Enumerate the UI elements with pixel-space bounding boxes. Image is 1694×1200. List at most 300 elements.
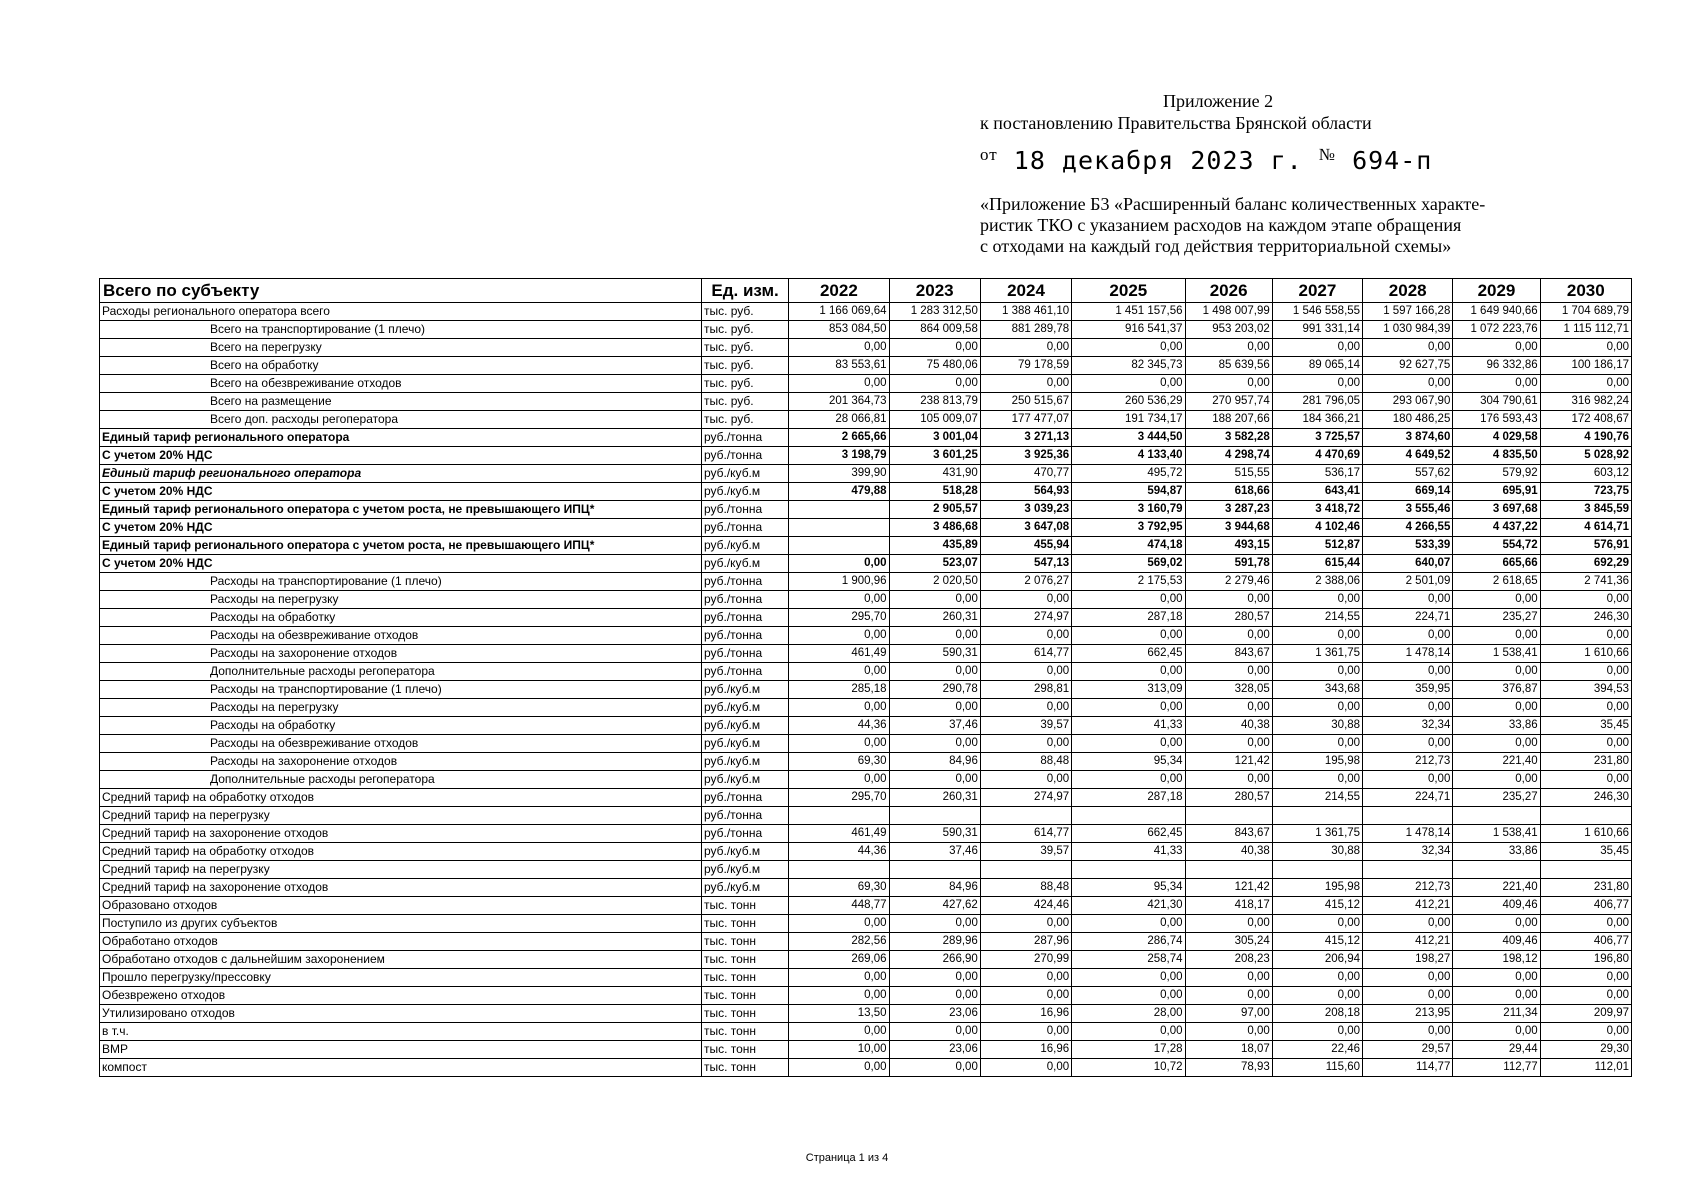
value-cell: 0,00: [1072, 339, 1185, 357]
row-unit: руб./тонна: [701, 789, 788, 807]
value-cell: 564,93: [980, 483, 1071, 501]
value-cell: 0,00: [789, 627, 889, 645]
value-cell: 89 065,14: [1272, 357, 1362, 375]
value-cell: 448,77: [789, 897, 889, 915]
value-cell: 39,57: [980, 717, 1071, 735]
value-cell: 843,67: [1185, 825, 1272, 843]
appendix-description-line: ристик ТКО с указанием расходов на каждом этапе обращения: [980, 215, 1462, 235]
value-cell: 0,00: [889, 699, 980, 717]
value-cell: 231,80: [1540, 879, 1631, 897]
value-cell: 88,48: [980, 753, 1071, 771]
value-cell: 412,21: [1363, 933, 1453, 951]
value-cell: 0,00: [1072, 1023, 1185, 1041]
value-cell: 0,00: [1185, 915, 1272, 933]
row-label: в т.ч.: [100, 1023, 702, 1041]
value-cell: 40,38: [1185, 717, 1272, 735]
row-unit: руб./куб.м: [701, 717, 788, 735]
value-cell: 0,00: [1540, 627, 1631, 645]
row-unit: руб./тонна: [701, 645, 788, 663]
value-cell: 214,55: [1272, 609, 1362, 627]
row-label: Всего доп. расходы регоператора: [100, 411, 702, 429]
value-cell: 92 627,75: [1363, 357, 1453, 375]
row-unit: руб./тонна: [701, 573, 788, 591]
value-cell: 41,33: [1072, 843, 1185, 861]
value-cell: 1 115 112,71: [1540, 321, 1631, 339]
value-cell: 285,18: [789, 681, 889, 699]
value-cell: 0,00: [789, 339, 889, 357]
value-cell: 695,91: [1453, 483, 1540, 501]
table-row: [100, 627, 1632, 645]
value-cell: 82 345,73: [1072, 357, 1185, 375]
value-cell: 221,40: [1453, 879, 1540, 897]
value-cell: 3 444,50: [1072, 429, 1185, 447]
value-cell: 431,90: [889, 465, 980, 483]
value-cell: 953 203,02: [1185, 321, 1272, 339]
value-cell: 84,96: [889, 879, 980, 897]
value-cell: 28 066,81: [789, 411, 889, 429]
row-label: Расходы на захоронение отходов: [100, 645, 702, 663]
table-title: Всего по субъекту: [100, 279, 702, 303]
row-label: Расходы на обезвреживание отходов: [100, 627, 702, 645]
value-cell: 0,00: [789, 735, 889, 753]
value-cell: 0,00: [1453, 1023, 1540, 1041]
value-cell: 0,00: [1453, 771, 1540, 789]
value-cell: 224,71: [1363, 789, 1453, 807]
value-cell: 495,72: [1072, 465, 1185, 483]
value-cell: 0,00: [1453, 915, 1540, 933]
value-cell: 424,46: [980, 897, 1071, 915]
value-cell: 554,72: [1453, 537, 1540, 555]
value-cell: 286,74: [1072, 933, 1185, 951]
year-header: 2026: [1185, 279, 1272, 303]
row-unit: руб./куб.м: [701, 537, 788, 555]
value-cell: 95,34: [1072, 879, 1185, 897]
value-cell: 16,96: [980, 1041, 1071, 1059]
value-cell: 0,00: [889, 375, 980, 393]
value-cell: 0,00: [1072, 969, 1185, 987]
table-row: [100, 663, 1632, 681]
value-cell: [789, 807, 889, 825]
value-cell: [789, 861, 889, 879]
row-label: Расходы на перегрузку: [100, 591, 702, 609]
table-row: [100, 393, 1632, 411]
row-unit: руб./куб.м: [701, 465, 788, 483]
table-row: [100, 447, 1632, 465]
table-row: [100, 1041, 1632, 1059]
value-cell: 0,00: [889, 735, 980, 753]
row-label: Всего на обезвреживание отходов: [100, 375, 702, 393]
value-cell: 0,00: [980, 591, 1071, 609]
value-cell: 0,00: [980, 375, 1071, 393]
balance-table: [99, 278, 1632, 1077]
row-unit: руб./куб.м: [701, 861, 788, 879]
row-label: Средний тариф на перегрузку: [100, 807, 702, 825]
value-cell: 399,90: [789, 465, 889, 483]
value-cell: 0,00: [1185, 969, 1272, 987]
value-cell: 1 166 069,64: [789, 303, 889, 321]
value-cell: 394,53: [1540, 681, 1631, 699]
value-cell: 0,00: [1540, 969, 1631, 987]
value-cell: 85 639,56: [1185, 357, 1272, 375]
value-cell: 0,00: [1272, 735, 1362, 753]
table-row: [100, 645, 1632, 663]
row-unit: руб./тонна: [701, 447, 788, 465]
value-cell: 3 418,72: [1272, 501, 1362, 519]
value-cell: 4 266,55: [1363, 519, 1453, 537]
value-cell: 280,57: [1185, 609, 1272, 627]
value-cell: 270,99: [980, 951, 1071, 969]
value-cell: 2 076,27: [980, 573, 1071, 591]
value-cell: 266,90: [889, 951, 980, 969]
value-cell: 114,77: [1363, 1059, 1453, 1077]
value-cell: [1072, 807, 1185, 825]
value-cell: 3 697,68: [1453, 501, 1540, 519]
value-cell: 864 009,58: [889, 321, 980, 339]
value-cell: 3 582,28: [1185, 429, 1272, 447]
value-cell: 235,27: [1453, 609, 1540, 627]
value-cell: 343,68: [1272, 681, 1362, 699]
value-cell: 415,12: [1272, 933, 1362, 951]
value-cell: 22,46: [1272, 1041, 1362, 1059]
value-cell: 177 477,07: [980, 411, 1071, 429]
value-cell: 590,31: [889, 645, 980, 663]
value-cell: 409,46: [1453, 897, 1540, 915]
table-row: [100, 483, 1632, 501]
value-cell: 3 001,04: [889, 429, 980, 447]
value-cell: 0,00: [1072, 915, 1185, 933]
value-cell: 594,87: [1072, 483, 1185, 501]
row-unit: тыс. руб.: [701, 411, 788, 429]
value-cell: 198,12: [1453, 951, 1540, 969]
table-row: [100, 537, 1632, 555]
row-label: Единый тариф регионального оператора с учетом роста, не превышающего ИПЦ*: [100, 537, 702, 555]
value-cell: 1 704 689,79: [1540, 303, 1631, 321]
row-label: Расходы регионального оператора всего: [100, 303, 702, 321]
row-unit: тыс. тонн: [701, 1059, 788, 1077]
value-cell: 0,00: [1185, 375, 1272, 393]
value-cell: 0,00: [1272, 627, 1362, 645]
value-cell: 206,94: [1272, 951, 1362, 969]
value-cell: 13,50: [789, 1005, 889, 1023]
value-cell: 29,57: [1363, 1041, 1453, 1059]
value-cell: [1540, 861, 1631, 879]
table-body: [100, 303, 1632, 1077]
table-row: [100, 717, 1632, 735]
resolution-date-number: [980, 136, 1640, 180]
value-cell: 10,72: [1072, 1059, 1185, 1077]
row-unit: руб./тонна: [701, 627, 788, 645]
row-unit: тыс. руб.: [701, 393, 788, 411]
value-cell: 461,49: [789, 825, 889, 843]
value-cell: 418,17: [1185, 897, 1272, 915]
row-label: ВМР: [100, 1041, 702, 1059]
value-cell: 2 741,36: [1540, 573, 1631, 591]
value-cell: 2 905,57: [889, 501, 980, 519]
row-label: компост: [100, 1059, 702, 1077]
value-cell: 0,00: [889, 771, 980, 789]
resolution-date: 18 декабря 2023 г.: [1013, 146, 1303, 175]
value-cell: 0,00: [1072, 627, 1185, 645]
row-unit: руб./тонна: [701, 825, 788, 843]
value-cell: 213,95: [1363, 1005, 1453, 1023]
value-cell: 0,00: [789, 555, 889, 573]
table-row: [100, 375, 1632, 393]
value-cell: 198,27: [1363, 951, 1453, 969]
value-cell: 0,00: [1540, 915, 1631, 933]
row-unit: тыс. тонн: [701, 951, 788, 969]
value-cell: 3 271,13: [980, 429, 1071, 447]
value-cell: 287,96: [980, 933, 1071, 951]
value-cell: [1363, 861, 1453, 879]
value-cell: 39,57: [980, 843, 1071, 861]
date-prefix: от: [980, 145, 998, 164]
value-cell: 455,94: [980, 537, 1071, 555]
value-cell: 270 957,74: [1185, 393, 1272, 411]
value-cell: 0,00: [1540, 987, 1631, 1005]
value-cell: 3 039,23: [980, 501, 1071, 519]
value-cell: 4 133,40: [1072, 447, 1185, 465]
value-cell: 643,41: [1272, 483, 1362, 501]
row-unit: руб./куб.м: [701, 681, 788, 699]
value-cell: 3 874,60: [1363, 429, 1453, 447]
value-cell: 3 944,68: [1185, 519, 1272, 537]
value-cell: 435,89: [889, 537, 980, 555]
value-cell: 35,45: [1540, 717, 1631, 735]
value-cell: 172 408,67: [1540, 411, 1631, 429]
row-label: Единый тариф регионального оператора: [100, 465, 702, 483]
value-cell: 640,07: [1363, 555, 1453, 573]
table-row: [100, 789, 1632, 807]
appendix-description-line: «Приложение Б3 «Расширенный баланс количественных характе-: [980, 194, 1486, 214]
value-cell: 121,42: [1185, 879, 1272, 897]
value-cell: 88,48: [980, 879, 1071, 897]
table-row: [100, 825, 1632, 843]
value-cell: 3 160,79: [1072, 501, 1185, 519]
value-cell: 1 361,75: [1272, 645, 1362, 663]
table-row: [100, 807, 1632, 825]
value-cell: 2 175,53: [1072, 573, 1185, 591]
value-cell: 0,00: [980, 735, 1071, 753]
value-cell: 0,00: [789, 771, 889, 789]
value-cell: 0,00: [789, 969, 889, 987]
value-cell: 282,56: [789, 933, 889, 951]
value-cell: 0,00: [889, 339, 980, 357]
value-cell: 287,18: [1072, 789, 1185, 807]
value-cell: 3 725,57: [1272, 429, 1362, 447]
value-cell: 1 597 166,28: [1363, 303, 1453, 321]
value-cell: 406,77: [1540, 933, 1631, 951]
table-row: [100, 753, 1632, 771]
value-cell: [980, 807, 1071, 825]
table-row: [100, 573, 1632, 591]
value-cell: 0,00: [1185, 771, 1272, 789]
table-row: [100, 411, 1632, 429]
value-cell: [1272, 807, 1362, 825]
resolution-number: 694-п: [1352, 146, 1433, 175]
value-cell: 3 925,36: [980, 447, 1071, 465]
table-row: [100, 681, 1632, 699]
value-cell: 0,00: [889, 969, 980, 987]
value-cell: 0,00: [1272, 771, 1362, 789]
value-cell: 0,00: [1453, 969, 1540, 987]
appendix-description: [980, 194, 1640, 257]
row-label: С учетом 20% НДС: [100, 483, 702, 501]
value-cell: 569,02: [1072, 555, 1185, 573]
table-row: [100, 987, 1632, 1005]
value-cell: 260,31: [889, 789, 980, 807]
value-cell: 0,00: [1185, 339, 1272, 357]
value-cell: 0,00: [1363, 627, 1453, 645]
value-cell: 0,00: [1272, 915, 1362, 933]
value-cell: 260,31: [889, 609, 980, 627]
value-cell: 250 515,67: [980, 393, 1071, 411]
value-cell: 37,46: [889, 717, 980, 735]
value-cell: 188 207,66: [1185, 411, 1272, 429]
value-cell: [1185, 861, 1272, 879]
row-label: Расходы на перегрузку: [100, 699, 702, 717]
value-cell: 293 067,90: [1363, 393, 1453, 411]
row-label: Образовано отходов: [100, 897, 702, 915]
value-cell: [889, 807, 980, 825]
value-cell: 0,00: [1272, 591, 1362, 609]
value-cell: 69,30: [789, 753, 889, 771]
row-unit: руб./куб.м: [701, 483, 788, 501]
value-cell: 69,30: [789, 879, 889, 897]
value-cell: 0,00: [889, 591, 980, 609]
value-cell: 0,00: [1185, 699, 1272, 717]
value-cell: 201 364,73: [789, 393, 889, 411]
value-cell: 112,01: [1540, 1059, 1631, 1077]
value-cell: 0,00: [1453, 663, 1540, 681]
value-cell: 3 555,46: [1363, 501, 1453, 519]
value-cell: 474,18: [1072, 537, 1185, 555]
value-cell: 916 541,37: [1072, 321, 1185, 339]
value-cell: 0,00: [1272, 699, 1362, 717]
value-cell: 881 289,78: [980, 321, 1071, 339]
value-cell: 518,28: [889, 483, 980, 501]
value-cell: 1 538,41: [1453, 645, 1540, 663]
value-cell: 493,15: [1185, 537, 1272, 555]
table-row: [100, 303, 1632, 321]
value-cell: 221,40: [1453, 753, 1540, 771]
value-cell: 224,71: [1363, 609, 1453, 627]
value-cell: 191 734,17: [1072, 411, 1185, 429]
value-cell: 0,00: [1272, 969, 1362, 987]
row-label: Единый тариф регионального оператора с учетом роста, не превышающего ИПЦ*: [100, 501, 702, 519]
value-cell: 18,07: [1185, 1041, 1272, 1059]
table-row: [100, 555, 1632, 573]
table-row: [100, 969, 1632, 987]
row-unit: руб./куб.м: [701, 555, 788, 573]
value-cell: 41,33: [1072, 717, 1185, 735]
row-unit: тыс. тонн: [701, 915, 788, 933]
value-cell: 0,00: [980, 627, 1071, 645]
value-cell: 1 610,66: [1540, 645, 1631, 663]
row-unit: тыс. тонн: [701, 1005, 788, 1023]
value-cell: 295,70: [789, 609, 889, 627]
value-cell: 84,96: [889, 753, 980, 771]
value-cell: 4 029,58: [1453, 429, 1540, 447]
value-cell: 376,87: [1453, 681, 1540, 699]
value-cell: 1 030 984,39: [1363, 321, 1453, 339]
value-cell: 0,00: [1185, 735, 1272, 753]
row-label: С учетом 20% НДС: [100, 555, 702, 573]
value-cell: 0,00: [1072, 591, 1185, 609]
row-label: Расходы на транспортирование (1 плечо): [100, 573, 702, 591]
row-unit: тыс. руб.: [701, 339, 788, 357]
value-cell: [980, 861, 1071, 879]
row-unit: тыс. тонн: [701, 897, 788, 915]
value-cell: 0,00: [1363, 339, 1453, 357]
row-unit: руб./куб.м: [701, 879, 788, 897]
value-cell: 3 198,79: [789, 447, 889, 465]
value-cell: 4 190,76: [1540, 429, 1631, 447]
row-unit: руб./куб.м: [701, 771, 788, 789]
row-label: Обработано отходов с дальнейшим захоронением: [100, 951, 702, 969]
value-cell: 196,80: [1540, 951, 1631, 969]
value-cell: 0,00: [889, 1023, 980, 1041]
table-row: [100, 915, 1632, 933]
value-cell: 591,78: [1185, 555, 1272, 573]
value-cell: 4 835,50: [1453, 447, 1540, 465]
value-cell: 23,06: [889, 1005, 980, 1023]
value-cell: 328,05: [1185, 681, 1272, 699]
value-cell: 0,00: [1185, 591, 1272, 609]
value-cell: 536,17: [1272, 465, 1362, 483]
value-cell: 298,81: [980, 681, 1071, 699]
row-unit: тыс. руб.: [701, 321, 788, 339]
value-cell: 0,00: [1185, 1023, 1272, 1041]
table-row: [100, 699, 1632, 717]
value-cell: 4 649,52: [1363, 447, 1453, 465]
table-row: [100, 861, 1632, 879]
value-cell: 0,00: [1272, 339, 1362, 357]
table-row: [100, 591, 1632, 609]
row-unit: тыс. руб.: [701, 357, 788, 375]
value-cell: 0,00: [789, 699, 889, 717]
row-label: Поступило из других субъектов: [100, 915, 702, 933]
document-header: [980, 90, 1640, 257]
value-cell: [1072, 861, 1185, 879]
value-cell: 0,00: [889, 663, 980, 681]
value-cell: 669,14: [1363, 483, 1453, 501]
value-cell: 579,92: [1453, 465, 1540, 483]
value-cell: [1363, 807, 1453, 825]
value-cell: 0,00: [1453, 699, 1540, 717]
value-cell: 260 536,29: [1072, 393, 1185, 411]
appendix-description-line: с отходами на каждый год действия территориальной схемы»: [980, 236, 1452, 256]
value-cell: 0,00: [789, 1023, 889, 1041]
value-cell: [1272, 861, 1362, 879]
value-cell: 195,98: [1272, 879, 1362, 897]
value-cell: 115,60: [1272, 1059, 1362, 1077]
table-row: [100, 1023, 1632, 1041]
row-label: Средний тариф на обработку отходов: [100, 789, 702, 807]
value-cell: 0,00: [1363, 735, 1453, 753]
table-row: [100, 501, 1632, 519]
value-cell: 0,00: [1453, 735, 1540, 753]
year-header: 2029: [1453, 279, 1540, 303]
value-cell: 1 478,14: [1363, 645, 1453, 663]
value-cell: [789, 537, 889, 555]
table-row: [100, 735, 1632, 753]
value-cell: 0,00: [1072, 771, 1185, 789]
row-label: Средний тариф на захоронение отходов: [100, 879, 702, 897]
value-cell: 0,00: [980, 699, 1071, 717]
year-header: 2023: [889, 279, 980, 303]
table-row: [100, 1059, 1632, 1077]
value-cell: 35,45: [1540, 843, 1631, 861]
